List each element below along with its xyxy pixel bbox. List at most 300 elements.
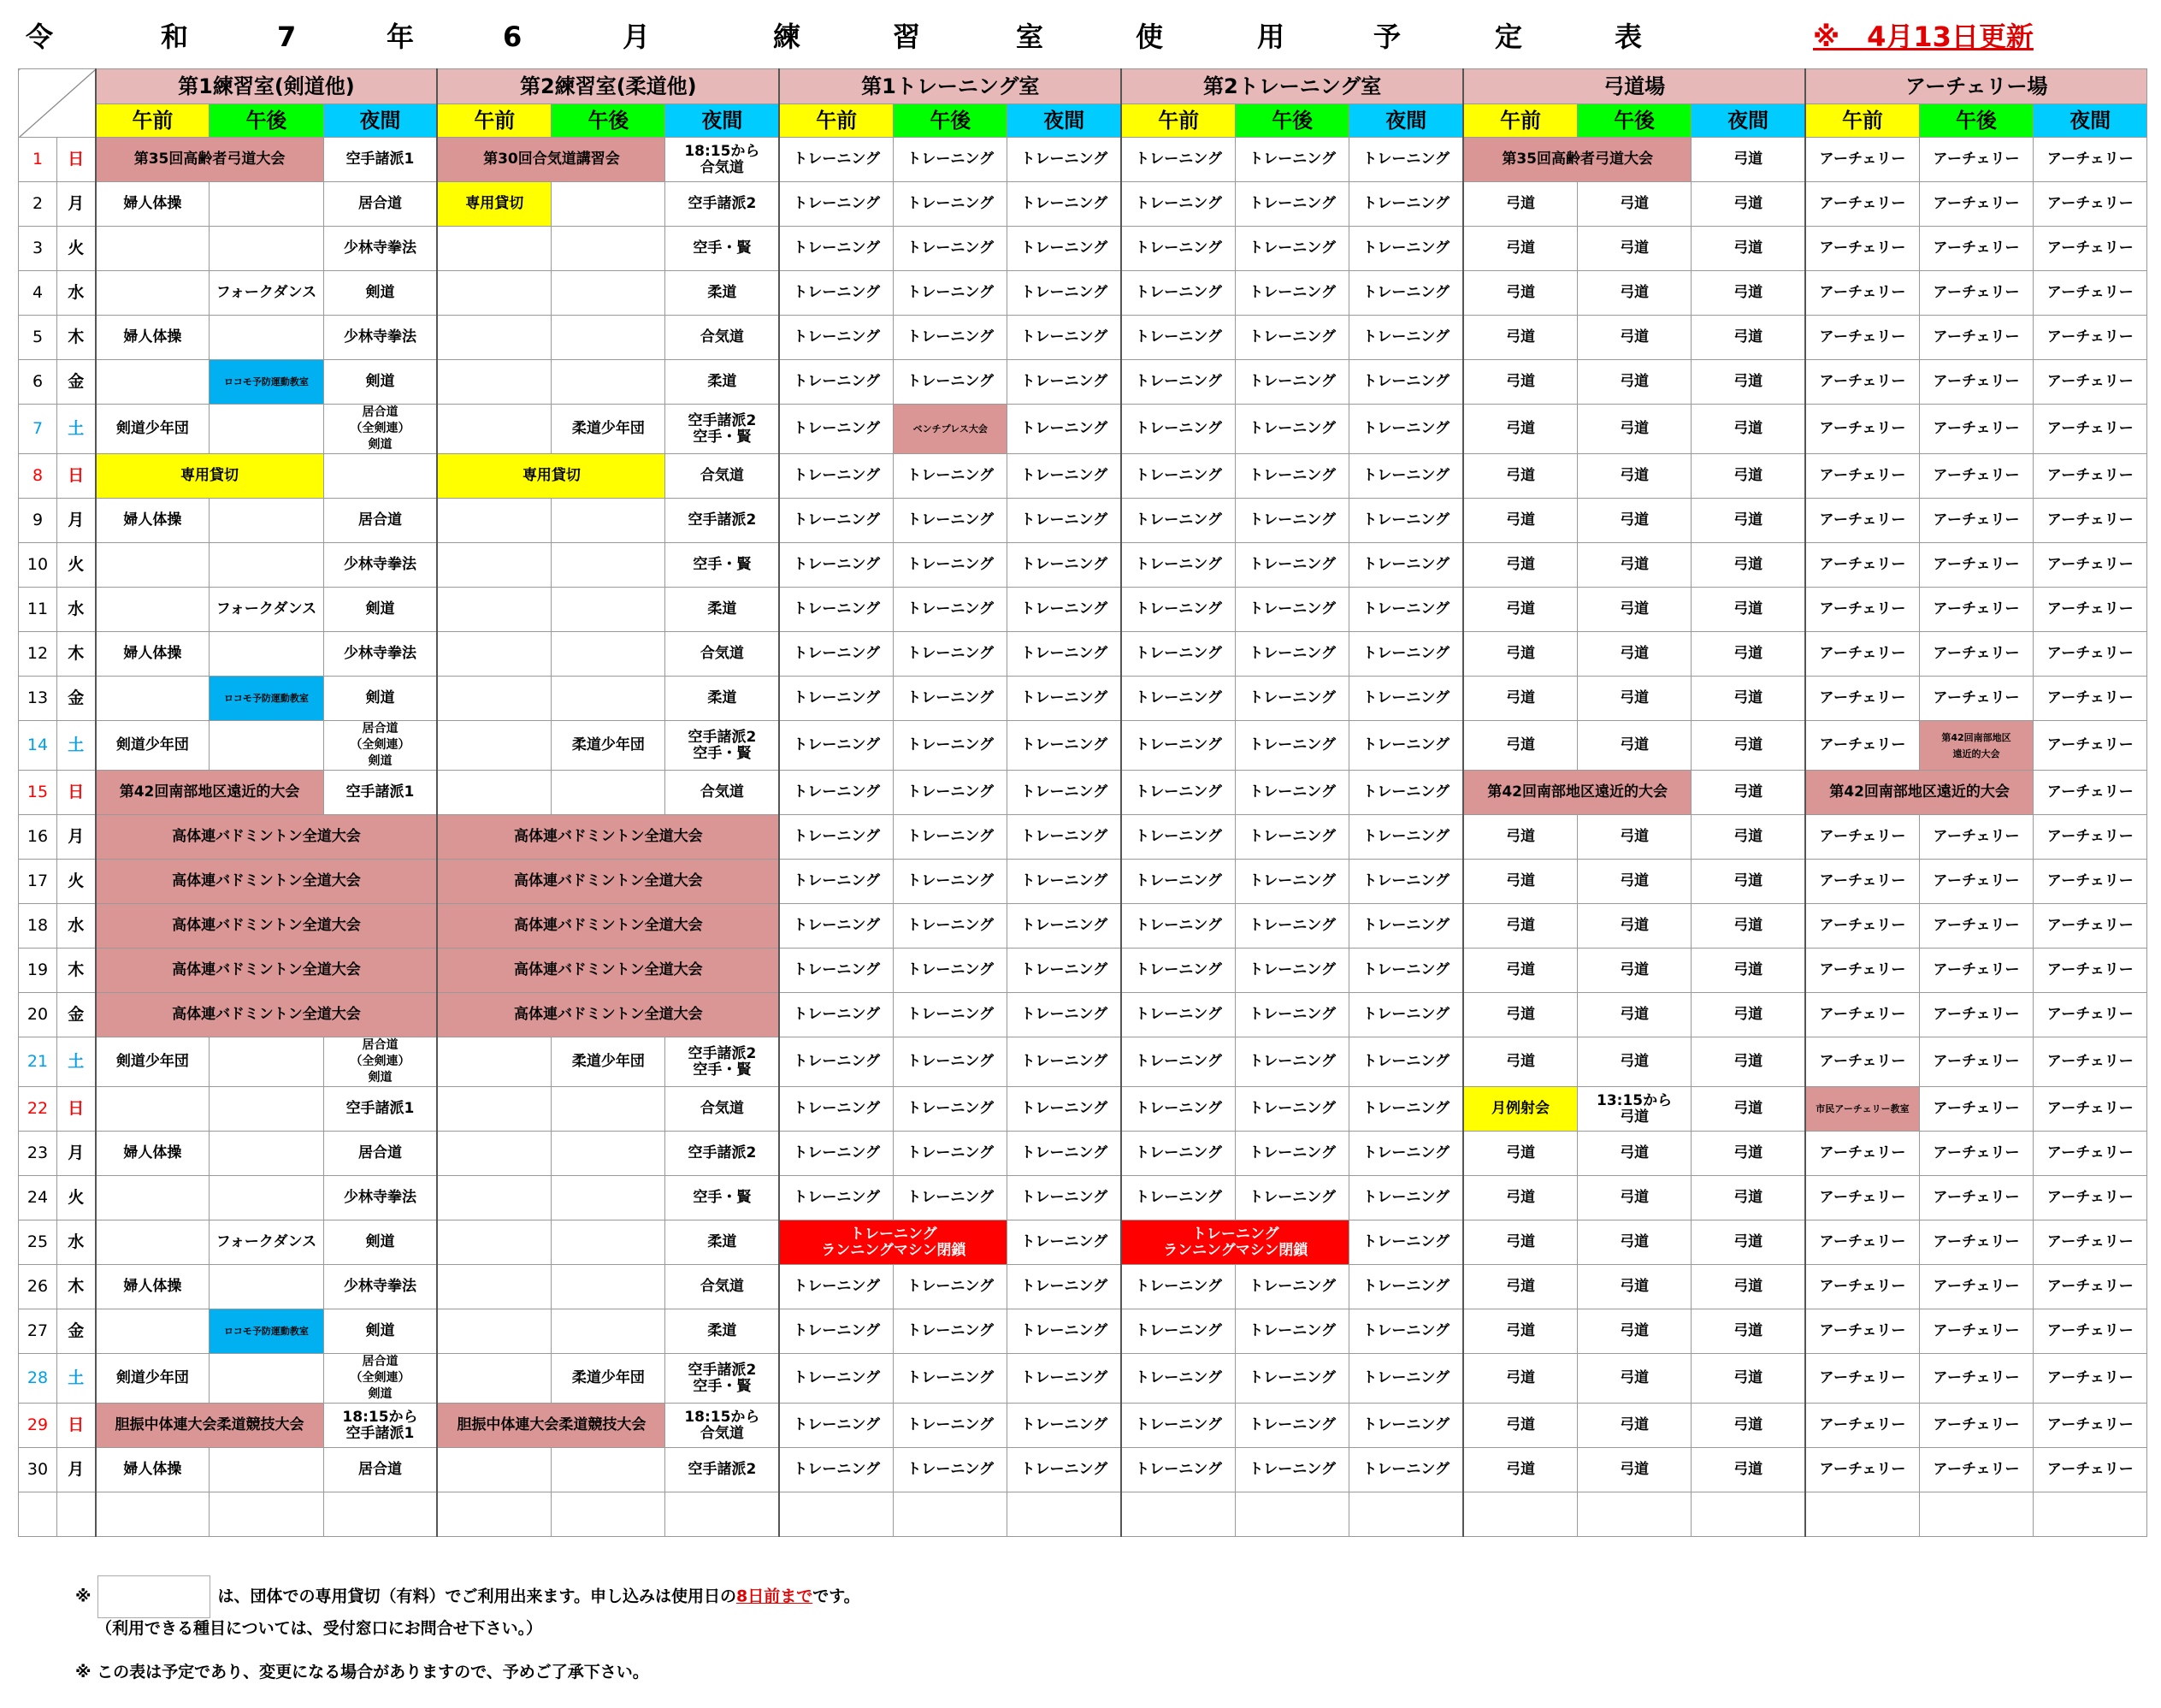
schedule-cell — [437, 1265, 551, 1309]
schedule-cell: トレーニング — [1121, 904, 1235, 949]
period-header: 午前 — [1463, 104, 1577, 138]
schedule-cell: アーチェリー — [1919, 1037, 2033, 1087]
table-row — [19, 405, 2147, 454]
schedule-cell: 居合道 （全剣連） 剣道 — [323, 1354, 437, 1404]
schedule-cell: 高体連バドミントン全道大会 — [437, 904, 779, 949]
day-number: 27 — [19, 1309, 57, 1354]
note-line-1 — [75, 1575, 860, 1618]
table-row — [19, 499, 2147, 543]
schedule-cell: 弓道 — [1692, 1037, 1805, 1087]
schedule-cell — [552, 1176, 665, 1220]
schedule-cell: アーチェリー — [1919, 227, 2033, 271]
schedule-cell: 弓道 — [1577, 1265, 1691, 1309]
schedule-cell: 弓道 — [1692, 721, 1805, 771]
schedule-cell: 弓道 — [1577, 405, 1691, 454]
schedule-cell: アーチェリー — [2034, 227, 2147, 271]
schedule-cell — [437, 1354, 551, 1404]
schedule-cell — [552, 1132, 665, 1176]
room-header: 第2練習室(柔道他) — [437, 69, 779, 104]
schedule-cell: トレーニング — [779, 1176, 893, 1220]
schedule-cell: トレーニング — [1121, 815, 1235, 860]
note-mark: ※ — [75, 1587, 92, 1606]
schedule-cell: トレーニング — [1349, 904, 1463, 949]
schedule-cell: 弓道 — [1692, 360, 1805, 405]
schedule-cell: トレーニング — [894, 904, 1007, 949]
schedule-cell: アーチェリー — [1919, 904, 2033, 949]
schedule-cell: 剣道少年団 — [96, 1037, 210, 1087]
schedule-cell: トレーニング — [1121, 721, 1235, 771]
schedule-cell: トレーニング — [779, 499, 893, 543]
schedule-cell: トレーニング — [1236, 1176, 1349, 1220]
schedule-cell: トレーニング — [1236, 1354, 1349, 1404]
schedule-cell: アーチェリー — [1805, 182, 1919, 227]
schedule-cell: トレーニング — [1236, 316, 1349, 360]
schedule-cell — [210, 1265, 323, 1309]
schedule-cell — [437, 1492, 551, 1537]
table-row — [19, 721, 2147, 771]
schedule-cell: アーチェリー — [1919, 1220, 2033, 1265]
schedule-cell: トレーニング — [1349, 815, 1463, 860]
schedule-cell: 居合道 （全剣連） 剣道 — [323, 405, 437, 454]
schedule-cell: アーチェリー — [2034, 454, 2147, 499]
schedule-cell — [323, 454, 437, 499]
schedule-cell: トレーニング — [1349, 182, 1463, 227]
schedule-cell: トレーニング — [1236, 860, 1349, 904]
schedule-cell: トレーニング — [1236, 904, 1349, 949]
schedule-cell: トレーニング — [779, 1354, 893, 1404]
schedule-cell: トレーニング — [1121, 271, 1235, 316]
schedule-cell — [552, 677, 665, 721]
schedule-cell: トレーニング — [1007, 993, 1121, 1037]
table-row — [19, 815, 2147, 860]
schedule-cell: 弓道 — [1577, 632, 1691, 677]
schedule-cell: 居合道 （全剣連） 剣道 — [323, 721, 437, 771]
weekday: 水 — [57, 1220, 96, 1265]
period-header: 午後 — [1919, 104, 2033, 138]
weekday: 月 — [57, 1132, 96, 1176]
day-number: 8 — [19, 454, 57, 499]
schedule-cell: アーチェリー — [1805, 316, 1919, 360]
schedule-cell: アーチェリー — [1919, 1309, 2033, 1354]
schedule-cell: 弓道 — [1577, 499, 1691, 543]
schedule-cell — [552, 632, 665, 677]
schedule-cell — [437, 543, 551, 588]
schedule-cell: アーチェリー — [1805, 860, 1919, 904]
schedule-cell: トレーニング — [1121, 1404, 1235, 1448]
schedule-cell: 弓道 — [1692, 316, 1805, 360]
schedule-cell: 空手・賢 — [665, 543, 779, 588]
schedule-cell: トレーニング — [894, 993, 1007, 1037]
table-row — [19, 543, 2147, 588]
schedule-cell — [437, 360, 551, 405]
schedule-cell: トレーニング — [1121, 949, 1235, 993]
schedule-cell: 柔道少年団 — [552, 721, 665, 771]
weekday: 土 — [57, 1354, 96, 1404]
schedule-cell: 第42回南部地区 遠近的大会 — [1919, 721, 2033, 771]
day-number: 2 — [19, 182, 57, 227]
schedule-cell: トレーニング — [1121, 1087, 1235, 1132]
schedule-cell: 剣道 — [323, 1309, 437, 1354]
schedule-cell: 空手諸派2 空手・賢 — [665, 721, 779, 771]
schedule-cell: 弓道 — [1463, 454, 1577, 499]
schedule-cell: 少林寺拳法 — [323, 543, 437, 588]
schedule-cell: アーチェリー — [2034, 1087, 2147, 1132]
schedule-cell: トレーニング — [1007, 1448, 1121, 1492]
schedule-cell: トレーニング — [894, 1309, 1007, 1354]
schedule-cell: トレーニング — [1121, 454, 1235, 499]
weekday: 金 — [57, 360, 96, 405]
schedule-cell: トレーニング — [1236, 677, 1349, 721]
period-header: 午前 — [779, 104, 893, 138]
schedule-cell: トレーニング — [779, 1037, 893, 1087]
schedule-cell: トレーニング — [779, 138, 893, 182]
schedule-cell: 剣道 — [323, 588, 437, 632]
schedule-cell: トレーニング — [1007, 1220, 1121, 1265]
schedule-cell: トレーニング — [1349, 138, 1463, 182]
schedule-cell: アーチェリー — [2034, 1404, 2147, 1448]
schedule-cell: ロコモ予防運動教室 — [210, 360, 323, 405]
schedule-cell: トレーニング — [779, 904, 893, 949]
schedule-cell: 弓道 — [1463, 632, 1577, 677]
table-row — [19, 993, 2147, 1037]
schedule-cell: 剣道 — [323, 677, 437, 721]
schedule-cell: トレーニング — [894, 677, 1007, 721]
room-header: 第1トレーニング室 — [779, 69, 1121, 104]
schedule-cell: トレーニング — [1121, 771, 1235, 815]
schedule-cell: トレーニング — [779, 1265, 893, 1309]
weekday: 日 — [57, 1087, 96, 1132]
schedule-cell: トレーニング — [1236, 721, 1349, 771]
schedule-cell: トレーニング — [779, 588, 893, 632]
schedule-cell: トレーニング — [1121, 588, 1235, 632]
table-row — [19, 1492, 2147, 1537]
schedule-cell — [437, 677, 551, 721]
schedule-cell: アーチェリー — [1805, 721, 1919, 771]
schedule-cell: 第42回南部地区遠近的大会 — [96, 771, 324, 815]
table-row — [19, 860, 2147, 904]
schedule-cell: トレーニング — [1007, 904, 1121, 949]
weekday: 火 — [57, 1176, 96, 1220]
schedule-cell: 弓道 — [1463, 543, 1577, 588]
schedule-cell: 弓道 — [1577, 1404, 1691, 1448]
period-header: 午前 — [1805, 104, 1919, 138]
schedule-cell: トレーニング — [1007, 588, 1121, 632]
table-row — [19, 1220, 2147, 1265]
schedule-cell — [210, 182, 323, 227]
period-header: 午前 — [96, 104, 210, 138]
schedule-cell: 胆振中体連大会柔道競技大会 — [437, 1404, 665, 1448]
schedule-cell: 弓道 — [1577, 1132, 1691, 1176]
schedule-cell: アーチェリー — [2034, 1220, 2147, 1265]
schedule-cell: 高体連バドミントン全道大会 — [96, 993, 438, 1037]
weekday: 金 — [57, 1309, 96, 1354]
schedule-cell: トレーニング — [894, 1176, 1007, 1220]
schedule-cell: 弓道 — [1692, 1220, 1805, 1265]
schedule-cell: トレーニング — [779, 677, 893, 721]
schedule-cell: アーチェリー — [1805, 815, 1919, 860]
schedule-cell: 居合道 — [323, 499, 437, 543]
schedule-cell: トレーニング — [1349, 949, 1463, 993]
note-end: です。 — [812, 1587, 860, 1606]
schedule-cell: トレーニング — [1121, 993, 1235, 1037]
weekday: 月 — [57, 499, 96, 543]
schedule-cell: アーチェリー — [1805, 1404, 1919, 1448]
schedule-cell: 柔道少年団 — [552, 405, 665, 454]
schedule-cell: 弓道 — [1692, 860, 1805, 904]
schedule-cell: トレーニング ランニングマシン閉鎖 — [779, 1220, 1007, 1265]
schedule-cell: アーチェリー — [2034, 360, 2147, 405]
weekday: 日 — [57, 771, 96, 815]
table-row — [19, 1132, 2147, 1176]
table-row — [19, 1265, 2147, 1309]
schedule-cell — [552, 271, 665, 316]
schedule-cell: 第42回南部地区遠近的大会 — [1463, 771, 1692, 815]
schedule-cell: 弓道 — [1692, 1132, 1805, 1176]
schedule-cell: 弓道 — [1463, 949, 1577, 993]
schedule-cell: アーチェリー — [1805, 1176, 1919, 1220]
table-row — [19, 271, 2147, 316]
schedule-cell — [437, 1087, 551, 1132]
weekday: 火 — [57, 543, 96, 588]
schedule-cell: トレーニング — [1007, 721, 1121, 771]
day-number: 7 — [19, 405, 57, 454]
schedule-cell: 空手諸派2 — [665, 499, 779, 543]
schedule-cell: 弓道 — [1692, 1354, 1805, 1404]
weekday: 火 — [57, 227, 96, 271]
schedule-cell: トレーニング — [779, 543, 893, 588]
schedule-cell: トレーニング — [1007, 677, 1121, 721]
schedule-cell — [552, 1265, 665, 1309]
schedule-cell: アーチェリー — [1805, 454, 1919, 499]
schedule-cell: 居合道 — [323, 1132, 437, 1176]
period-header: 夜間 — [1349, 104, 1463, 138]
schedule-cell: 弓道 — [1463, 1265, 1577, 1309]
schedule-cell: 剣道 — [323, 1220, 437, 1265]
schedule-cell: アーチェリー — [1805, 1132, 1919, 1176]
schedule-cell: 弓道 — [1577, 182, 1691, 227]
schedule-cell: トレーニング — [1349, 1354, 1463, 1404]
schedule-cell: アーチェリー — [2034, 1309, 2147, 1354]
table-row — [19, 1087, 2147, 1132]
schedule-cell: トレーニング — [1007, 771, 1121, 815]
day-number: 5 — [19, 316, 57, 360]
schedule-cell: トレーニング — [1007, 405, 1121, 454]
schedule-cell: 柔道 — [665, 1309, 779, 1354]
schedule-cell: 弓道 — [1692, 1087, 1805, 1132]
schedule-cell: トレーニング — [1007, 454, 1121, 499]
title-char: 6 — [503, 21, 523, 53]
day-number — [19, 1492, 57, 1537]
schedule-cell: トレーニング — [1007, 1404, 1121, 1448]
schedule-cell: トレーニング — [1236, 632, 1349, 677]
schedule-cell: トレーニング — [894, 815, 1007, 860]
schedule-cell: トレーニング — [1007, 1354, 1121, 1404]
schedule-cell — [894, 1492, 1007, 1537]
schedule-cell — [437, 405, 551, 454]
schedule-cell: トレーニング — [779, 227, 893, 271]
schedule-cell: トレーニング — [894, 1265, 1007, 1309]
schedule-cell — [210, 227, 323, 271]
schedule-cell: トレーニング — [1349, 1037, 1463, 1087]
schedule-cell: トレーニング — [1236, 1037, 1349, 1087]
schedule-cell: アーチェリー — [1919, 499, 2033, 543]
schedule-cell: トレーニング — [894, 1448, 1007, 1492]
schedule-cell: トレーニング — [1349, 588, 1463, 632]
schedule-cell: アーチェリー — [1805, 227, 1919, 271]
schedule-cell: トレーニング — [1121, 1354, 1235, 1404]
schedule-cell — [210, 1176, 323, 1220]
schedule-cell: 少林寺拳法 — [323, 632, 437, 677]
schedule-cell: 婦人体操 — [96, 632, 210, 677]
schedule-cell: 剣道 — [323, 271, 437, 316]
schedule-cell: トレーニング — [1236, 1309, 1349, 1354]
schedule-cell: アーチェリー — [1919, 677, 2033, 721]
schedule-cell: 弓道 — [1577, 227, 1691, 271]
schedule-cell: トレーニング — [779, 949, 893, 993]
day-number: 11 — [19, 588, 57, 632]
schedule-cell: トレーニング — [1007, 227, 1121, 271]
schedule-cell: アーチェリー — [1805, 588, 1919, 632]
schedule-cell: アーチェリー — [2034, 499, 2147, 543]
schedule-cell: 弓道 — [1692, 904, 1805, 949]
schedule-cell: 高体連バドミントン全道大会 — [96, 904, 438, 949]
schedule-cell: アーチェリー — [1805, 993, 1919, 1037]
schedule-cell: 婦人体操 — [96, 1448, 210, 1492]
schedule-cell — [552, 1087, 665, 1132]
schedule-cell: アーチェリー — [1805, 138, 1919, 182]
schedule-cell: アーチェリー — [2034, 1448, 2147, 1492]
period-header: 夜間 — [665, 104, 779, 138]
schedule-cell: トレーニング — [779, 1404, 893, 1448]
schedule-cell: トレーニング — [779, 721, 893, 771]
schedule-cell: 弓道 — [1577, 543, 1691, 588]
table-row — [19, 182, 2147, 227]
table-row — [19, 632, 2147, 677]
schedule-cell: トレーニング — [1007, 1176, 1121, 1220]
update-notice: ※ 4月13日更新 — [1813, 21, 2034, 53]
day-number: 16 — [19, 815, 57, 860]
schedule-cell: トレーニング — [1236, 993, 1349, 1037]
schedule-cell: 弓道 — [1577, 454, 1691, 499]
schedule-cell: 少林寺拳法 — [323, 227, 437, 271]
schedule-cell: 弓道 — [1577, 316, 1691, 360]
schedule-cell — [1805, 1492, 1919, 1537]
schedule-cell: トレーニング — [1349, 771, 1463, 815]
schedule-cell: トレーニング — [779, 271, 893, 316]
schedule-cell: 弓道 — [1577, 271, 1691, 316]
schedule-cell — [1463, 1492, 1577, 1537]
schedule-cell: 柔道少年団 — [552, 1037, 665, 1087]
schedule-cell: 弓道 — [1577, 1037, 1691, 1087]
day-number: 9 — [19, 499, 57, 543]
schedule-cell: 柔道 — [665, 271, 779, 316]
schedule-cell — [210, 543, 323, 588]
schedule-cell: トレーニング — [1007, 316, 1121, 360]
schedule-cell: トレーニング — [1236, 454, 1349, 499]
schedule-cell: トレーニング — [894, 1132, 1007, 1176]
title-char: 定 — [1495, 21, 1523, 53]
schedule-cell: 弓道 — [1692, 227, 1805, 271]
schedule-cell: 剣道 — [323, 360, 437, 405]
schedule-cell: トレーニング — [1121, 316, 1235, 360]
schedule-cell: 第30回合気道講習会 — [437, 138, 665, 182]
note-deadline: 8日前まで — [735, 1587, 813, 1606]
schedule-cell — [779, 1492, 893, 1537]
schedule-cell: トレーニング — [779, 1132, 893, 1176]
schedule-cell — [552, 227, 665, 271]
weekday: 水 — [57, 271, 96, 316]
table-row — [19, 904, 2147, 949]
table-row — [19, 1354, 2147, 1404]
schedule-cell: アーチェリー — [2034, 271, 2147, 316]
schedule-cell: アーチェリー — [1919, 1265, 2033, 1309]
schedule-cell: 空手諸派2 — [665, 1448, 779, 1492]
schedule-cell: トレーニング — [1349, 632, 1463, 677]
schedule-cell: 弓道 — [1577, 1448, 1691, 1492]
title-char: 習 — [893, 21, 921, 53]
schedule-cell: アーチェリー — [1805, 904, 1919, 949]
schedule-cell: トレーニング — [1121, 543, 1235, 588]
weekday: 日 — [57, 1404, 96, 1448]
schedule-cell: 婦人体操 — [96, 499, 210, 543]
day-number: 23 — [19, 1132, 57, 1176]
schedule-cell: トレーニング — [1349, 721, 1463, 771]
schedule-cell: トレーニング — [1349, 227, 1463, 271]
title-char: 年 — [387, 21, 415, 53]
schedule-cell: トレーニング — [1349, 1176, 1463, 1220]
schedule-cell: 柔道 — [665, 677, 779, 721]
schedule-cell: アーチェリー — [1919, 632, 2033, 677]
schedule-cell — [96, 588, 210, 632]
weekday: 木 — [57, 1265, 96, 1309]
title-char: 室 — [1016, 21, 1044, 53]
schedule-cell: トレーニング — [779, 1087, 893, 1132]
schedule-cell: アーチェリー — [1919, 1354, 2033, 1404]
table-row — [19, 316, 2147, 360]
schedule-cell: トレーニング — [1236, 1448, 1349, 1492]
table-row — [19, 227, 2147, 271]
schedule-cell: トレーニング — [1349, 1265, 1463, 1309]
schedule-cell: トレーニング — [1236, 405, 1349, 454]
table-row — [19, 588, 2147, 632]
schedule-cell — [1692, 1492, 1805, 1537]
schedule-cell: アーチェリー — [1919, 949, 2033, 993]
title-char: 令 — [26, 21, 54, 53]
weekday: 月 — [57, 1448, 96, 1492]
weekday: 木 — [57, 316, 96, 360]
schedule-cell — [210, 405, 323, 454]
schedule-cell: トレーニング — [894, 860, 1007, 904]
schedule-cell: アーチェリー — [2034, 1176, 2147, 1220]
day-number: 13 — [19, 677, 57, 721]
schedule-cell: 合気道 — [665, 454, 779, 499]
schedule-cell: トレーニング — [779, 454, 893, 499]
schedule-cell: 少林寺拳法 — [323, 316, 437, 360]
schedule-cell: トレーニング ランニングマシン閉鎖 — [1121, 1220, 1349, 1265]
schedule-cell: トレーニング — [1007, 271, 1121, 316]
schedule-cell: アーチェリー — [1919, 588, 2033, 632]
schedule-cell: トレーニング — [1236, 499, 1349, 543]
day-number: 30 — [19, 1448, 57, 1492]
schedule-cell: トレーニング — [1236, 543, 1349, 588]
schedule-cell: アーチェリー — [2034, 904, 2147, 949]
schedule-cell: アーチェリー — [2034, 543, 2147, 588]
schedule-cell: トレーニング — [1349, 677, 1463, 721]
schedule-cell: 空手諸派2 空手・賢 — [665, 1354, 779, 1404]
weekday: 金 — [57, 677, 96, 721]
schedule-cell: アーチェリー — [2034, 1132, 2147, 1176]
schedule-cell: 弓道 — [1692, 138, 1805, 182]
